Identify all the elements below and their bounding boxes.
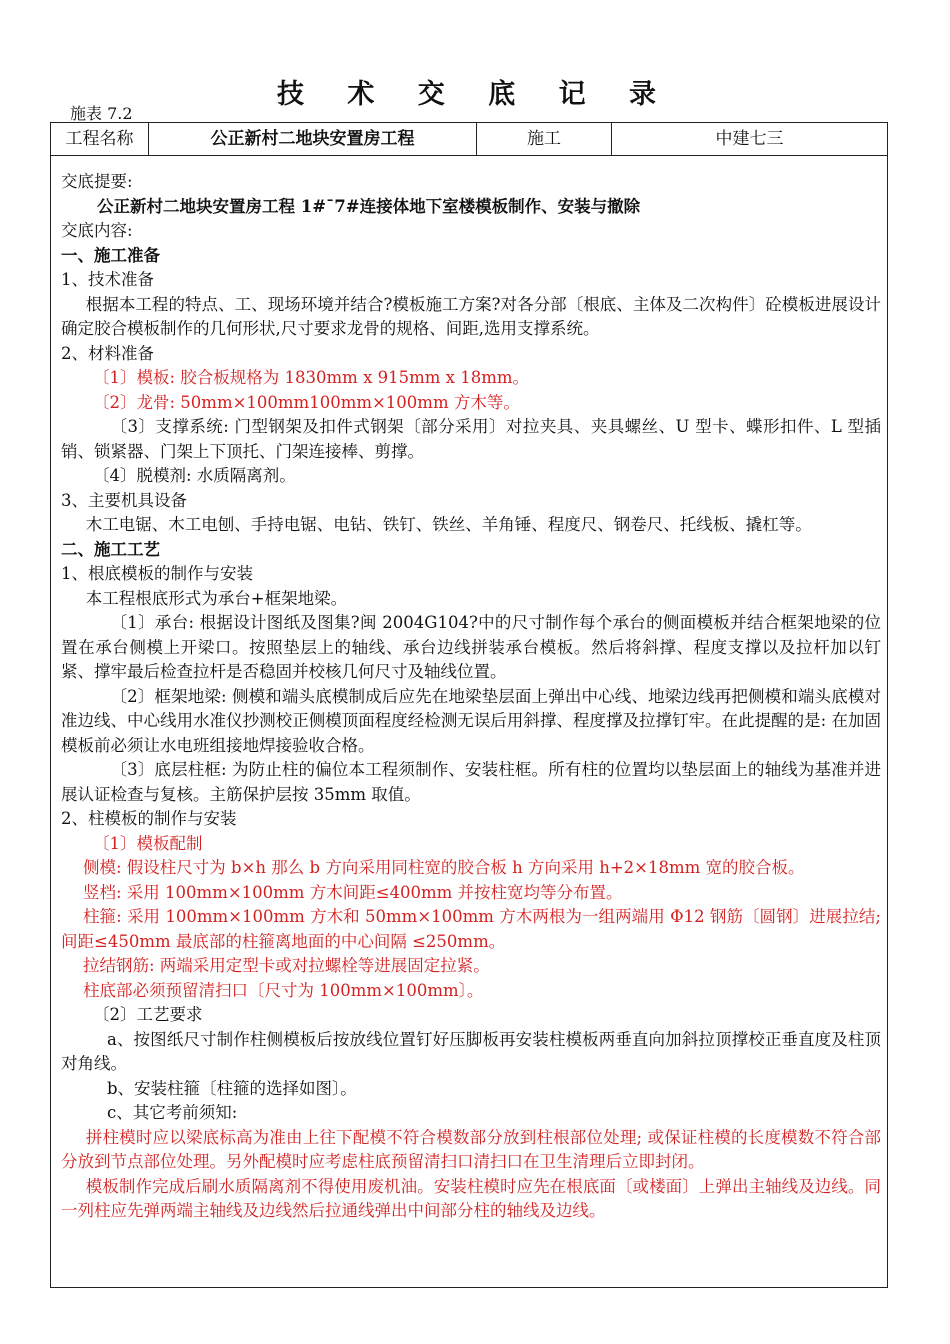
column-hoop: 柱箍: 采用 100mm×100mm 方木和 50mm×100mm 方木两根为一组两端用 Φ12 钢筋〔圆钢〕进展拉结; 间距≤450mm 最底部的柱箍离地面的中心间隔 ≤250mm。 (61, 907, 881, 951)
process-requirements: 〔2〕工艺要求 (93, 1005, 203, 1024)
header-row (51, 123, 887, 156)
foundation-column-frame: 〔3〕底层柱框: 为防止柱的偏位本工程须制作、安装柱框。所有柱的位置均以垫层面上的轴线为基准并进展认证检查与复核。主筋保护层按 35mm 取值。 (61, 760, 881, 804)
subsection-column-formwork: 2、柱模板的制作与安装 (61, 809, 237, 828)
column-cleanout: 柱底部必须预留清扫口〔尺寸为 100mm×100mm〕。 (83, 980, 484, 1000)
section-heading-2: 二、施工工艺 (61, 539, 160, 559)
process-item-c: c、其它考前须知: (107, 1103, 238, 1122)
subsection-materials: 2、材料准备 (61, 343, 154, 363)
project-name-value: 公正新村二地块安置房工程 (149, 123, 477, 155)
subsection-foundation: 1、根底模板的制作与安装 (61, 564, 253, 583)
content-body (61, 170, 881, 1224)
subsection-equipment: 3、主要机具设备 (61, 490, 187, 510)
content-label: 交底内容: (61, 221, 133, 240)
form-number: 施表 7.2 (70, 104, 133, 123)
record-sheet (50, 122, 888, 1288)
section-heading-1: 一、施工准备 (61, 245, 160, 265)
subsection-tech-prep: 1、技术准备 (61, 270, 154, 289)
tech-prep-text: 根据本工程的特点、工、现场环境并结合?模板施工方案?对各分部〔根底、主体及二次构件〕砼模板进展设计确定胶合模板制作的几何形状,尺寸要求龙骨的规格、间距,选用支撑系统。 (61, 294, 881, 338)
summary-text: 公正新村二地块安置房工程 1#¯7#连接体地下室楼模板制作、安装与撤除 (97, 196, 641, 216)
notes-column-assembly: 拼柱模时应以梁底标高为准由上往下配模不符合模数部分放到柱根部位处理; 或保证柱模的长度模数不符合部分放到节点部位处理。另外配模时应考虑柱底预留清扫口清扫口在卫生清理后立即封闭。 (61, 1127, 881, 1171)
foundation-intro: 本工程根底形式为承台+框架地梁。 (85, 588, 348, 608)
material-support: 〔3〕支撑系统: 门型钢架及扣件式钢架〔部分采用〕对拉夹具、夹具螺丝、U 型卡、蝶形扣件、L 型插销、锁紧器、门架上下顶托、门架连接棒、剪撑。 (61, 417, 881, 461)
material-release-agent: 〔4〕脱模剂: 水质隔离剂。 (93, 466, 296, 485)
process-item-b: b、安装柱箍〔柱箍的选择如图〕。 (107, 1078, 357, 1098)
foundation-ground-beam: 〔2〕框架地梁: 侧模和端头底模制成后应先在地梁垫层面上弹出中心线、地梁边线再把侧模和端头底模对准边线、中心线用水准仪抄测校正侧模顶面程度经检测无误后用斜撑、程度撑及拉撑钉牢。在此提醒的是: 在加固模板前必须让水电班组接地焊接验收合格。 (61, 686, 881, 755)
material-keel: 〔2〕龙骨: 50mm×100mm100mm×100mm 方木等。 (93, 392, 520, 412)
process-item-a: a、按图纸尺寸制作柱侧模板后按放线位置钉好压脚板再安装柱模板两垂直向加斜拉顶撑校正垂直度及柱顶对角线。 (61, 1029, 881, 1073)
construction-unit-value: 中建七三 (715, 129, 784, 149)
summary-label: 交底提要: (61, 172, 133, 191)
column-tie-rebar: 拉结钢筋: 两端采用定型卡或对拉螺栓等进展固定拉紧。 (83, 956, 490, 975)
project-name-label: 工程名称 (51, 123, 149, 155)
material-formwork: 〔1〕模板: 胶合板规格为 1830mm x 915mm x 18mm。 (93, 368, 529, 387)
document-title: 技 术 交 底 记 录 (277, 79, 673, 110)
column-formwork-config: 〔1〕模板配制 (93, 833, 203, 853)
foundation-pile-cap: 〔1〕承台: 根据设计图纸及图集?闽 2004G104?中的尺寸制作每个承台的侧面模板并结合框架地梁的位置在承台侧模上开梁口。按照垫层上的轴线、承台边线拼装承台模板。然后将斜撑、程度支撑以及拉杆加以钉紧、撑牢最后检查拉杆是否稳固并校核几何尺寸及轴线位置。 (61, 613, 881, 681)
notes-release-agent: 模板制作完成后刷水质隔离剂不得使用废机油。安装柱模时应先在根底面〔或楼面〕上弹出主轴线及边线。同一列柱应先弹两端主轴线及边线然后拉通线弹出中间部分柱的轴线及边线。 (61, 1176, 881, 1220)
construction-label: 施工 (477, 123, 612, 155)
column-vertical-batten: 竖档: 采用 100mm×100mm 方木间距≤400mm 并按柱宽均等分布置。 (83, 882, 623, 902)
column-side-form: 侧模: 假设柱尺寸为 b×h 那么 b 方向采用同柱宽的胶合板 h 方向采用 h+2×18mm 宽的胶合板。 (83, 858, 805, 877)
equipment-text: 木工电锯、木工电刨、手持电锯、电钻、铁钉、铁丝、羊角锤、程度尺、钢卷尺、托线板、撬杠等。 (85, 515, 812, 534)
